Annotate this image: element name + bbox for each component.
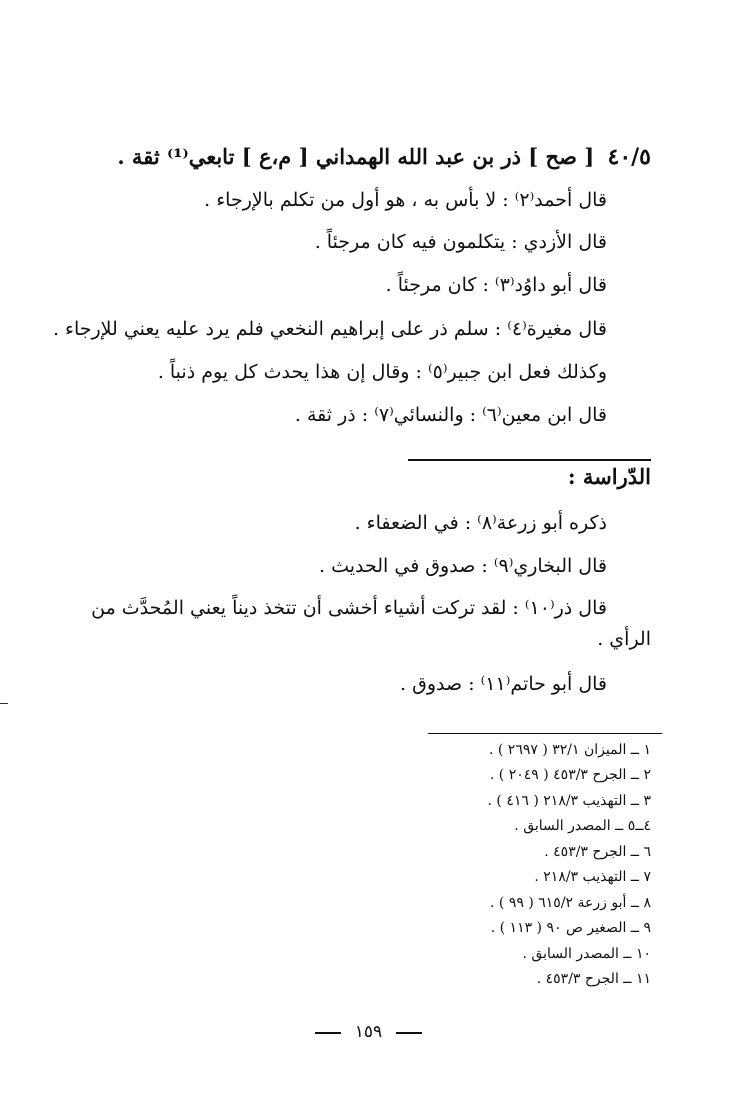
footnote: ١١ ــ الجرح ٤٥٣/٣ . bbox=[536, 971, 651, 987]
margin-mark bbox=[0, 703, 8, 704]
body-line: قال أحمد⁽٢⁾ : لا بأس به ، هو أول من تكلم بالإرجاء . bbox=[204, 189, 607, 211]
footnote: ١٠ ــ المصدر السابق . bbox=[522, 946, 651, 962]
footnote: ١ ــ الميزان ٣٢/١ ( ٢٦٩٧ ) . bbox=[488, 742, 651, 758]
entry-title: [ صح ] ذر بن عبد الله الهمداني [ م،ع ] تابعي⁽¹⁾ ثقة . bbox=[117, 144, 595, 169]
page-number bbox=[0, 1022, 737, 1042]
section-divider bbox=[408, 459, 651, 461]
body-line: قال أبو داوُد⁽٣⁾ : كان مرجئاً . bbox=[385, 274, 607, 296]
page-number-label: ١٥٩ bbox=[354, 1022, 383, 1042]
footnote: ٨ ــ أبو زرعة ٦١٥/٢ ( ٩٩ ) . bbox=[490, 895, 651, 911]
section-line: قال أبو حاتم⁽١١⁾ : صدوق . bbox=[400, 673, 607, 695]
entry-heading bbox=[91, 141, 651, 173]
body-line: قال ابن معين⁽٦⁾ : والنسائي⁽٧⁾ : ذر ثقة . bbox=[294, 404, 607, 426]
section-line: الرأي . bbox=[597, 628, 651, 650]
footnote: ٤ــ٥ ــ المصدر السابق . bbox=[514, 818, 651, 834]
footnote-divider bbox=[428, 733, 662, 734]
body-line: وكذلك فعل ابن جبير⁽٥⁾ : وقال إن هذا يحدث كل يوم ذنباً . bbox=[157, 361, 607, 383]
section-line: قال ذر⁽١٠⁾ : لقد تركت أشياء أخشى أن تتخذ ديناً يعني المُحدَّث من bbox=[91, 597, 607, 619]
section-line: ذكره أبو زرعة⁽٨⁾ : في الضعفاء . bbox=[354, 512, 607, 534]
body-line: قال مغيرة⁽٤⁾ : سلم ذر على إبراهيم النخعي فلم يرد عليه يعني للإرجاء . bbox=[52, 318, 607, 340]
footnote: ٩ ــ الصغير ص ٩٠ ( ١١٣ ) . bbox=[490, 920, 651, 936]
entry-number: ٤٠/٥ bbox=[607, 144, 651, 170]
body-line: قال الأزدي : يتكلمون فيه كان مرجئاً . bbox=[314, 231, 607, 253]
footnote: ٧ ــ التهذيب ٢١٨/٣ . bbox=[534, 869, 651, 885]
section-title: الدّراسة : bbox=[567, 464, 651, 489]
footnote: ٦ ــ الجرح ٤٥٣/٣ . bbox=[544, 844, 651, 860]
section-line: قال البخاري⁽٩⁾ : صدوق في الحديث . bbox=[318, 555, 607, 577]
footnote: ٢ ــ الجرح ٤٥٣/٣ ( ٢٠٤٩ ) . bbox=[489, 767, 651, 783]
footnote: ٣ ــ التهذيب ٢١٨/٣ ( ٤١٦ ) . bbox=[487, 793, 651, 809]
